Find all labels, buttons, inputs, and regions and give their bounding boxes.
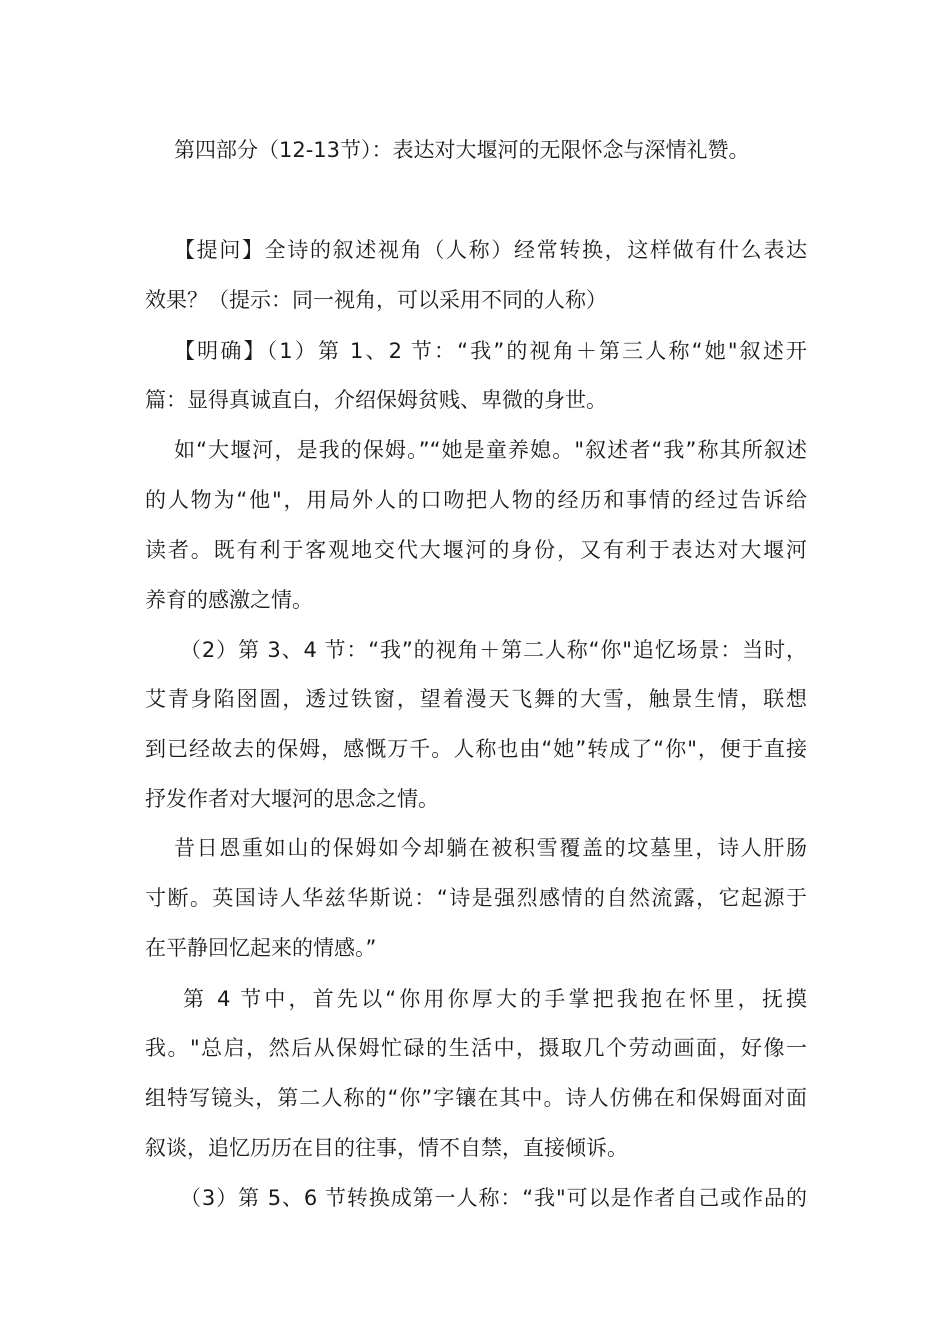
question-line: 【提问】全诗的叙述视角（人称）经常转换，这样做有什么表达 — [174, 238, 807, 262]
paragraph-line: 艾青身陷囹圄，透过铁窗，望着漫天飞舞的大雪，触景生情，联想 — [145, 687, 807, 711]
answer-line: 篇：显得真诚直白，介绍保姆贫贱、卑微的身世。 — [145, 388, 607, 412]
paragraph-line: 的人物为“他"，用局外人的口吻把人物的经历和事情的经过告诉给 — [145, 488, 807, 512]
paragraph-line: （2）第 3、4 节：“我”的视角＋第二人称“你"追忆场景：当时， — [180, 638, 807, 662]
paragraph-line: 寸断。英国诗人华兹华斯说：“诗是强烈感情的自然流露，它起源于 — [145, 886, 807, 910]
section-heading: 第四部分（12-13节）：表达对大堰河的无限怀念与深情礼赞。 — [174, 138, 750, 162]
paragraph-line: 叙谈，追忆历历在目的往事，情不自禁，直接倾诉。 — [145, 1136, 628, 1160]
paragraph-line: 读者。既有利于客观地交代大堰河的身份，又有利于表达对大堰河 — [145, 538, 807, 562]
paragraph-line: 养育的感激之情。 — [145, 588, 313, 612]
paragraph-line: 组特写镜头，第二人称的“你”字镶在其中。诗人仿佛在和保姆面对面 — [145, 1086, 807, 1110]
paragraph-line: 第 4 节中，首先以“你用你厚大的手掌把我抱在怀里，抚摸 — [183, 987, 807, 1011]
question-line: 效果？（提示：同一视角，可以采用不同的人称） — [145, 288, 607, 312]
paragraph-line: 在平静回忆起来的情感。” — [145, 936, 377, 960]
paragraph-line: 如“大堰河，是我的保姆。”“她是童养媳。"叙述者“我”称其所叙述 — [174, 438, 807, 462]
paragraph-line: 到已经故去的保姆，感慨万千。人称也由“她”转成了“你"，便于直接 — [145, 737, 807, 761]
paragraph-line: 抒发作者对大堰河的思念之情。 — [145, 787, 439, 811]
paragraph-line: 昔日恩重如山的保姆如今却躺在被积雪覆盖的坟墓里，诗人肝肠 — [174, 836, 807, 860]
paragraph-line: （3）第 5、6 节转换成第一人称：“我"可以是作者自己或作品的 — [180, 1186, 807, 1210]
paragraph-line: 我。"总启，然后从保姆忙碌的生活中，摄取几个劳动画面，好像一 — [145, 1036, 807, 1060]
answer-line: 【明确】（1）第 1、2 节：“我”的视角＋第三人称“她"叙述开 — [174, 339, 807, 363]
